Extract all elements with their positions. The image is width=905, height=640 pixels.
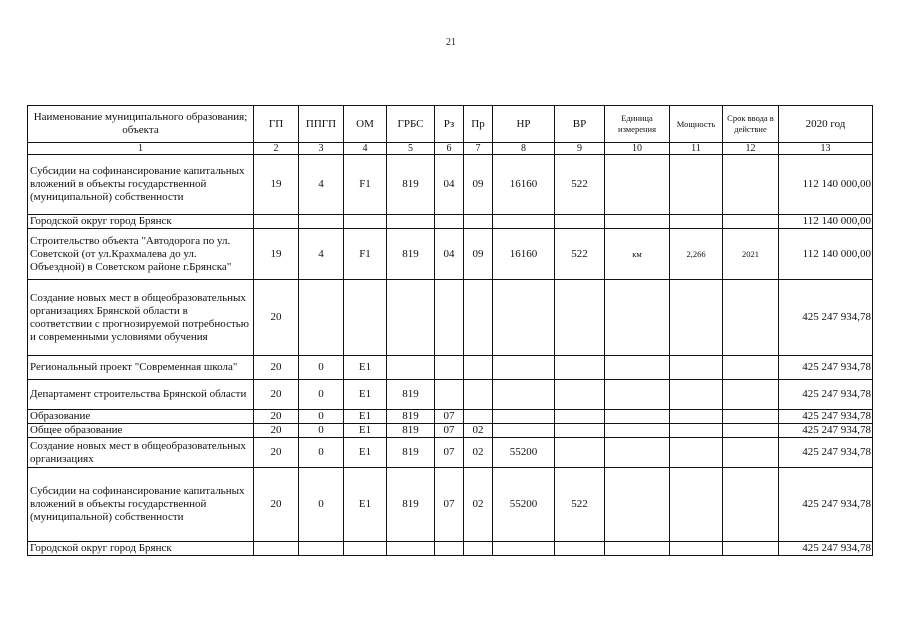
cell-om: F1 [344,229,387,280]
cell-capacity: 2,266 [670,229,723,280]
cell-om [344,542,387,556]
table-row [28,229,873,280]
column-number: 9 [555,143,605,155]
cell-nr [493,380,555,410]
cell-nr: 55200 [493,468,555,542]
cell-amount: 425 247 934,78 [779,424,873,438]
cell-vr [555,215,605,229]
cell-rz: 07 [435,424,464,438]
cell-unit [605,424,670,438]
column-number: 4 [344,143,387,155]
cell-grbs: 819 [387,229,435,280]
cell-nr [493,356,555,380]
column-number: 12 [723,143,779,155]
cell-unit [605,155,670,215]
cell-nr: 16160 [493,155,555,215]
cell-ppgp [299,215,344,229]
column-number: 7 [464,143,493,155]
cell-om: E1 [344,424,387,438]
cell-unit [605,380,670,410]
cell-ppgp: 0 [299,468,344,542]
cell-amount: 425 247 934,78 [779,438,873,468]
cell-vr: 522 [555,468,605,542]
cell-capacity [670,215,723,229]
cell-amount: 425 247 934,78 [779,542,873,556]
cell-term [723,380,779,410]
column-number-row [28,143,873,155]
cell-amount: 112 140 000,00 [779,229,873,280]
cell-name: Строительство объекта "Автодорога по ул. Советской (от ул.Крахмалева до ул. Объездной) в Советском районе г.Брянска" [28,229,254,280]
column-number: 13 [779,143,873,155]
cell-capacity [670,380,723,410]
table-row [28,468,873,542]
cell-pr [464,542,493,556]
cell-rz: 07 [435,468,464,542]
cell-om: E1 [344,356,387,380]
cell-nr [493,215,555,229]
cell-capacity [670,410,723,424]
cell-om: F1 [344,155,387,215]
cell-ppgp: 4 [299,155,344,215]
cell-term [723,410,779,424]
cell-vr: 522 [555,229,605,280]
header-gp: ГП [254,106,299,143]
cell-name: Создание новых мест в общеобразовательных организациях [28,438,254,468]
cell-gp: 20 [254,280,299,356]
cell-vr [555,380,605,410]
cell-name: Городской округ город Брянск [28,215,254,229]
cell-nr [493,280,555,356]
cell-om: E1 [344,380,387,410]
cell-gp: 20 [254,468,299,542]
cell-capacity [670,542,723,556]
cell-om: E1 [344,438,387,468]
cell-grbs: 819 [387,438,435,468]
cell-vr: 522 [555,155,605,215]
cell-capacity [670,468,723,542]
cell-grbs [387,542,435,556]
cell-name: Субсидии на софинансирование капитальных вложений в объекты государственной (муниципальной) собственности [28,155,254,215]
cell-vr [555,356,605,380]
table-row [28,155,873,215]
cell-amount: 112 140 000,00 [779,215,873,229]
column-number: 2 [254,143,299,155]
cell-vr [555,410,605,424]
table-body [28,155,873,556]
cell-gp [254,542,299,556]
header-ppgp: ППГП [299,106,344,143]
cell-om [344,280,387,356]
cell-gp: 20 [254,410,299,424]
cell-gp: 19 [254,229,299,280]
cell-rz [435,215,464,229]
cell-ppgp: 0 [299,438,344,468]
cell-unit [605,356,670,380]
cell-name: Региональный проект "Современная школа" [28,356,254,380]
cell-grbs [387,356,435,380]
cell-term [723,215,779,229]
cell-ppgp: 0 [299,380,344,410]
cell-term [723,356,779,380]
cell-name: Общее образование [28,424,254,438]
cell-amount: 425 247 934,78 [779,410,873,424]
table-row [28,215,873,229]
cell-rz [435,380,464,410]
table-header-row [28,106,873,143]
cell-term [723,542,779,556]
cell-rz: 07 [435,438,464,468]
cell-term [723,468,779,542]
cell-unit [605,410,670,424]
cell-ppgp [299,280,344,356]
column-number: 1 [28,143,254,155]
cell-amount: 112 140 000,00 [779,155,873,215]
column-number: 5 [387,143,435,155]
cell-vr [555,424,605,438]
cell-pr: 02 [464,468,493,542]
cell-rz: 04 [435,155,464,215]
cell-term [723,280,779,356]
cell-grbs: 819 [387,468,435,542]
cell-pr [464,410,493,424]
header-name: Наименование муниципального образования; объекта [28,106,254,143]
cell-grbs [387,215,435,229]
cell-nr [493,424,555,438]
header-capacity: Мощность [670,106,723,143]
cell-name: Субсидии на софинансирование капитальных вложений в объекты государственной (муниципальной) собственности [28,468,254,542]
cell-gp: 19 [254,155,299,215]
cell-term [723,424,779,438]
cell-gp: 20 [254,380,299,410]
cell-ppgp: 0 [299,410,344,424]
cell-name: Создание новых мест в общеобразовательных организациях Брянской области в соответствии с прогнозируемой потребностью и современными условиями обучения [28,280,254,356]
cell-ppgp: 4 [299,229,344,280]
cell-unit: км [605,229,670,280]
cell-pr: 02 [464,424,493,438]
cell-om: E1 [344,410,387,424]
page-number: 21 [446,37,456,48]
cell-pr [464,280,493,356]
cell-gp: 20 [254,438,299,468]
cell-om: E1 [344,468,387,542]
cell-gp: 20 [254,424,299,438]
cell-grbs: 819 [387,424,435,438]
cell-ppgp: 0 [299,356,344,380]
cell-pr [464,356,493,380]
column-number: 3 [299,143,344,155]
cell-grbs: 819 [387,380,435,410]
column-number: 6 [435,143,464,155]
cell-term [723,438,779,468]
header-rz: Рз [435,106,464,143]
cell-vr [555,280,605,356]
cell-nr [493,410,555,424]
header-grbs: ГРБС [387,106,435,143]
cell-pr [464,215,493,229]
column-number: 8 [493,143,555,155]
cell-capacity [670,155,723,215]
cell-unit [605,468,670,542]
cell-capacity [670,438,723,468]
cell-capacity [670,280,723,356]
cell-unit [605,438,670,468]
table-row [28,410,873,424]
cell-rz: 07 [435,410,464,424]
table-row [28,542,873,556]
cell-amount: 425 247 934,78 [779,468,873,542]
header-vr: ВР [555,106,605,143]
cell-ppgp [299,542,344,556]
cell-amount: 425 247 934,78 [779,356,873,380]
table-row [28,380,873,410]
column-number: 11 [670,143,723,155]
cell-amount: 425 247 934,78 [779,380,873,410]
header-om: ОМ [344,106,387,143]
cell-capacity [670,424,723,438]
cell-nr: 16160 [493,229,555,280]
cell-name: Городской округ город Брянск [28,542,254,556]
table-row [28,438,873,468]
cell-gp [254,215,299,229]
cell-pr: 09 [464,155,493,215]
budget-table [27,105,873,556]
cell-name: Департамент строительства Брянской области [28,380,254,410]
cell-amount: 425 247 934,78 [779,280,873,356]
cell-rz [435,356,464,380]
column-number: 10 [605,143,670,155]
cell-pr: 02 [464,438,493,468]
cell-unit [605,280,670,356]
cell-grbs: 819 [387,410,435,424]
cell-term [723,155,779,215]
cell-unit [605,215,670,229]
table-row [28,356,873,380]
header-term: Срок ввода в действие [723,106,779,143]
cell-rz: 04 [435,229,464,280]
table-row [28,424,873,438]
header-unit: Единица измерения [605,106,670,143]
header-nr: НР [493,106,555,143]
cell-gp: 20 [254,356,299,380]
cell-om [344,215,387,229]
cell-pr [464,380,493,410]
cell-pr: 09 [464,229,493,280]
header-pr: Пр [464,106,493,143]
cell-term: 2021 [723,229,779,280]
cell-unit [605,542,670,556]
cell-rz [435,542,464,556]
cell-nr: 55200 [493,438,555,468]
cell-name: Образование [28,410,254,424]
cell-grbs: 819 [387,155,435,215]
cell-vr [555,438,605,468]
cell-rz [435,280,464,356]
cell-capacity [670,356,723,380]
table-row [28,280,873,356]
cell-nr [493,542,555,556]
cell-ppgp: 0 [299,424,344,438]
header-year: 2020 год [779,106,873,143]
cell-vr [555,542,605,556]
cell-grbs [387,280,435,356]
